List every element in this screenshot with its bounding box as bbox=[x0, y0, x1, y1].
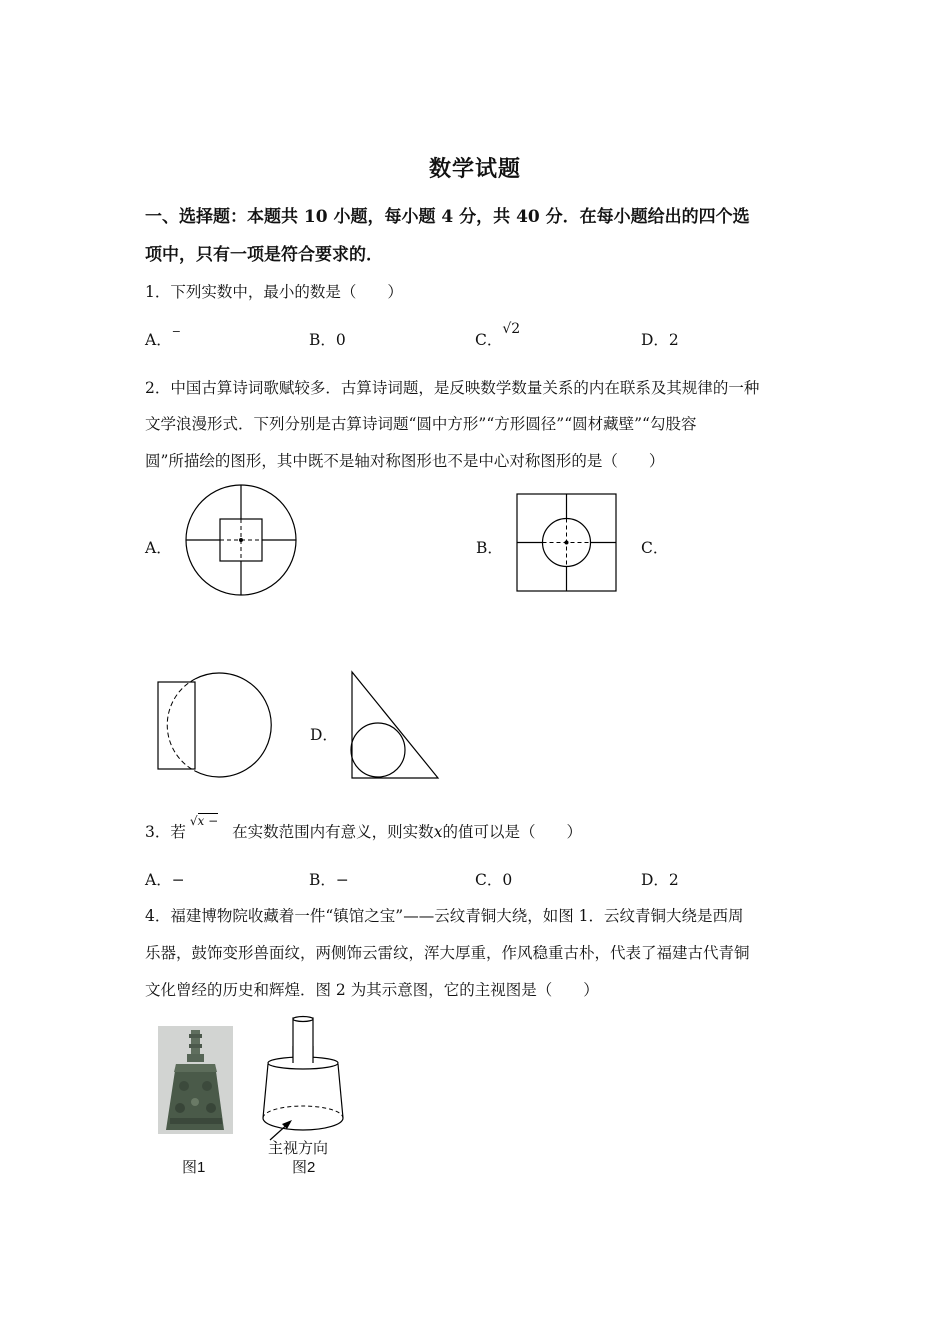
q1-option-a[interactable] bbox=[145, 325, 181, 352]
section-heading-line1: 一、选择题：本题共 10 小题，每小题 4 分，共 40 分．在每小题给出的四个选 bbox=[145, 207, 750, 227]
q4-line2: 乐器，鼓饰变形兽面纹，两侧饰云雷纹，浑大厚重，作风稳重古朴，代表了福建古代青铜 bbox=[145, 944, 750, 962]
q2-figure-c[interactable] bbox=[156, 672, 288, 782]
q2-line1: 2．中国古算诗词歌赋较多．古算诗词题，是反映数学数量关系的内在联系及其规律的一种 bbox=[145, 379, 760, 397]
q4-line1: 4．福建博物院收藏着一件“镇馆之宝”——云纹青铜大绕，如图 1．云纹青铜大绕是西周 bbox=[145, 907, 744, 925]
q2-option-a[interactable]: A． bbox=[145, 539, 172, 557]
q1-option-c-value: √2 bbox=[502, 321, 521, 337]
page-title: 数学试题 bbox=[428, 156, 521, 182]
q3-suffix: 在实数范围内有意义，则实数 bbox=[232, 823, 434, 841]
fig1-caption: 图1 bbox=[182, 1159, 206, 1176]
q2-option-c[interactable]: C． bbox=[641, 539, 669, 557]
fig2-caption: 图2 bbox=[292, 1159, 316, 1176]
q2-line3: 圆”所描绘的图形，其中既不是轴对称图形也不是中心对称图形的是（ ） bbox=[145, 452, 665, 470]
q3-stem bbox=[145, 814, 582, 843]
q2-figure-a[interactable] bbox=[180, 483, 305, 598]
q3-radical-body: x − bbox=[197, 814, 219, 828]
bronze-bell-photo bbox=[158, 1026, 233, 1134]
q3-suffix2: 的值可以是（ ） bbox=[442, 823, 582, 841]
bell-schematic bbox=[258, 1016, 358, 1156]
view-direction-label: 主视方向 bbox=[268, 1140, 329, 1157]
q1-option-b[interactable]: B．0 bbox=[309, 331, 346, 349]
q4-line3: 文化曾经的历史和辉煌．图 2 为其示意图，它的主视图是（ ） bbox=[145, 981, 599, 999]
q1-option-a-label: A． bbox=[145, 331, 172, 349]
q3-var: x bbox=[433, 823, 443, 841]
section-heading-line2: 项中，只有一项是符合要求的． bbox=[145, 245, 383, 265]
q3-prefix: 3．若 bbox=[145, 823, 186, 841]
q2-option-d[interactable]: D． bbox=[310, 726, 338, 744]
q2-line2: 文学浪漫形式．下列分别是古算诗词题“圆中方形”“方形圆径”“圆材藏壁”“勾股容 bbox=[145, 415, 697, 433]
q3-radical: √x − bbox=[189, 814, 219, 828]
q2-option-b[interactable]: B． bbox=[476, 539, 503, 557]
q3-option-d[interactable]: D．2 bbox=[641, 871, 679, 889]
q1-option-a-value: − bbox=[171, 325, 181, 338]
q1-option-d[interactable]: D．2 bbox=[641, 331, 679, 349]
q3-option-b[interactable]: B．− bbox=[309, 871, 349, 889]
q1-stem: 1．下列实数中，最小的数是（ ） bbox=[145, 283, 403, 301]
q3-option-a[interactable]: A．− bbox=[145, 871, 185, 889]
q1-option-c-label: C． bbox=[475, 331, 503, 349]
q3-option-c[interactable]: C．0 bbox=[475, 871, 513, 889]
q2-figure-d[interactable] bbox=[350, 670, 442, 782]
q1-option-c[interactable] bbox=[475, 321, 521, 351]
q2-figure-b[interactable] bbox=[516, 493, 618, 595]
